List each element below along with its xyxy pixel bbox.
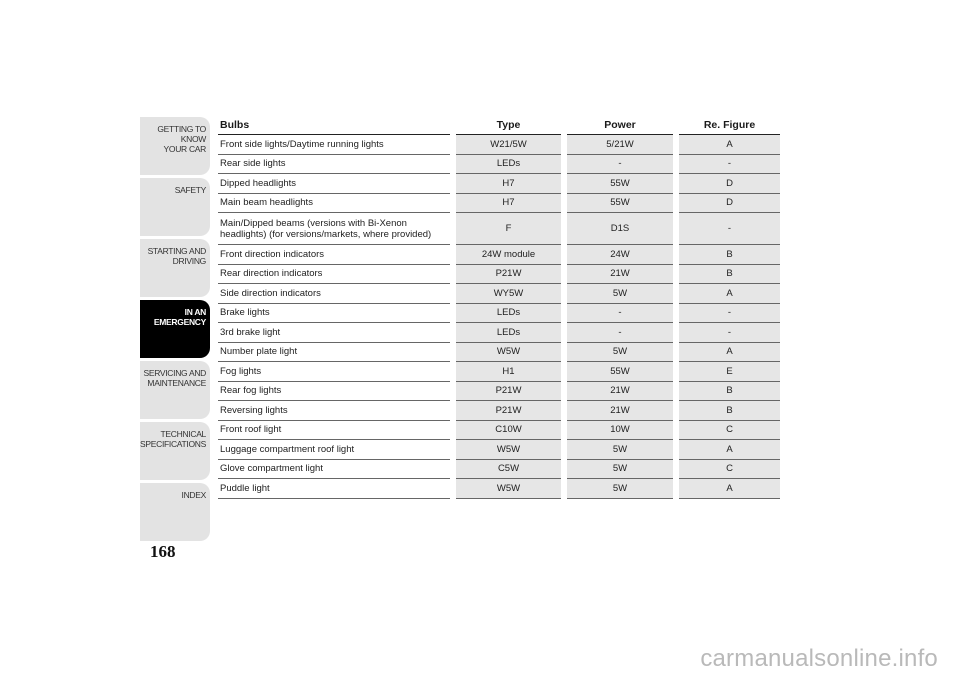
header-type: Type — [456, 115, 561, 135]
table-row — [218, 303, 780, 323]
bulb-name-cell: Rear direction indicators — [218, 264, 450, 284]
bulb-table — [218, 115, 780, 499]
type-cell: 24W module — [456, 245, 561, 265]
type-cell: H7 — [456, 193, 561, 213]
table-row — [218, 401, 780, 421]
re-figure-cell: - — [679, 154, 780, 174]
power-cell: 10W — [567, 420, 673, 440]
table-row — [218, 362, 780, 382]
re-figure-cell: B — [679, 264, 780, 284]
table-row — [218, 213, 780, 245]
bulb-name-cell: Side direction indicators — [218, 284, 450, 304]
table-row — [218, 135, 780, 155]
re-figure-cell: D — [679, 174, 780, 194]
table-row — [218, 459, 780, 479]
bulb-name-cell: Rear fog lights — [218, 381, 450, 401]
bulb-name-cell: Fog lights — [218, 362, 450, 382]
table-row — [218, 154, 780, 174]
table-row — [218, 420, 780, 440]
re-figure-cell: D — [679, 193, 780, 213]
type-cell: F — [456, 213, 561, 245]
table-header-row — [218, 115, 780, 135]
re-figure-cell: A — [679, 284, 780, 304]
re-figure-cell: A — [679, 440, 780, 460]
type-cell: W5W — [456, 479, 561, 499]
table-row — [218, 440, 780, 460]
type-cell: P21W — [456, 264, 561, 284]
table-row — [218, 264, 780, 284]
power-cell: 5W — [567, 284, 673, 304]
bulb-name-cell: Front side lights/Daytime running lights — [218, 135, 450, 155]
tab-getting-to-know-your-car[interactable]: GETTING TO KNOW YOUR CAR — [140, 117, 210, 175]
bulb-name-cell: Reversing lights — [218, 401, 450, 421]
re-figure-cell: - — [679, 213, 780, 245]
tab-index[interactable]: INDEX — [140, 483, 210, 541]
type-cell: H1 — [456, 362, 561, 382]
bulb-name-cell: 3rd brake light — [218, 323, 450, 343]
tab-in-an-emergency[interactable]: IN AN EMERGENCY — [140, 300, 210, 358]
tab-technical-specifications[interactable]: TECHNICAL SPECIFICATIONS — [140, 422, 210, 480]
header-power: Power — [567, 115, 673, 135]
power-cell: 21W — [567, 401, 673, 421]
type-cell: H7 — [456, 174, 561, 194]
bulb-name-cell: Front roof light — [218, 420, 450, 440]
re-figure-cell: - — [679, 303, 780, 323]
type-cell: C10W — [456, 420, 561, 440]
table-row — [218, 284, 780, 304]
power-cell: 5W — [567, 459, 673, 479]
bulb-name-cell: Main beam headlights — [218, 193, 450, 213]
bulb-name-cell: Main/Dipped beams (versions with Bi-Xenon headlights) (for versions/markets, where provided) — [218, 213, 450, 245]
page-number: 168 — [150, 542, 176, 561]
type-cell: C5W — [456, 459, 561, 479]
tab-servicing-and-maintenance[interactable]: SERVICING AND MAINTENANCE — [140, 361, 210, 419]
power-cell: 5W — [567, 342, 673, 362]
type-cell: W5W — [456, 342, 561, 362]
power-cell: 55W — [567, 174, 673, 194]
table-row — [218, 479, 780, 499]
table-row — [218, 342, 780, 362]
watermark: carmanualsonline.info — [700, 645, 938, 672]
type-cell: P21W — [456, 381, 561, 401]
table-row — [218, 245, 780, 265]
tab-safety[interactable]: SAFETY — [140, 178, 210, 236]
table-row — [218, 323, 780, 343]
re-figure-cell: E — [679, 362, 780, 382]
bulb-name-cell: Dipped headlights — [218, 174, 450, 194]
power-cell: 21W — [567, 381, 673, 401]
bulb-name-cell: Number plate light — [218, 342, 450, 362]
bulb-name-cell: Front direction indicators — [218, 245, 450, 265]
re-figure-cell: B — [679, 381, 780, 401]
bulb-name-cell: Brake lights — [218, 303, 450, 323]
power-cell: 55W — [567, 362, 673, 382]
header-re-figure: Re. Figure — [679, 115, 780, 135]
re-figure-cell: B — [679, 401, 780, 421]
power-cell: 5W — [567, 440, 673, 460]
type-cell: LEDs — [456, 154, 561, 174]
type-cell: W5W — [456, 440, 561, 460]
power-cell: 5/21W — [567, 135, 673, 155]
re-figure-cell: A — [679, 342, 780, 362]
power-cell: D1S — [567, 213, 673, 245]
bulb-name-cell: Puddle light — [218, 479, 450, 499]
re-figure-cell: A — [679, 135, 780, 155]
type-cell: W21/5W — [456, 135, 561, 155]
type-cell: WY5W — [456, 284, 561, 304]
header-bulbs: Bulbs — [218, 115, 450, 135]
bulb-name-cell: Glove compartment light — [218, 459, 450, 479]
power-cell: 5W — [567, 479, 673, 499]
power-cell: - — [567, 303, 673, 323]
re-figure-cell: A — [679, 479, 780, 499]
power-cell: 55W — [567, 193, 673, 213]
type-cell: LEDs — [456, 323, 561, 343]
power-cell: - — [567, 323, 673, 343]
re-figure-cell: C — [679, 459, 780, 479]
power-cell: 21W — [567, 264, 673, 284]
re-figure-cell: B — [679, 245, 780, 265]
type-cell: P21W — [456, 401, 561, 421]
power-cell: - — [567, 154, 673, 174]
re-figure-cell: - — [679, 323, 780, 343]
type-cell: LEDs — [456, 303, 561, 323]
power-cell: 24W — [567, 245, 673, 265]
bulb-name-cell: Luggage compartment roof light — [218, 440, 450, 460]
table-row — [218, 174, 780, 194]
table-row — [218, 381, 780, 401]
table-row — [218, 193, 780, 213]
tab-starting-and-driving[interactable]: STARTING AND DRIVING — [140, 239, 210, 297]
re-figure-cell: C — [679, 420, 780, 440]
bulb-name-cell: Rear side lights — [218, 154, 450, 174]
